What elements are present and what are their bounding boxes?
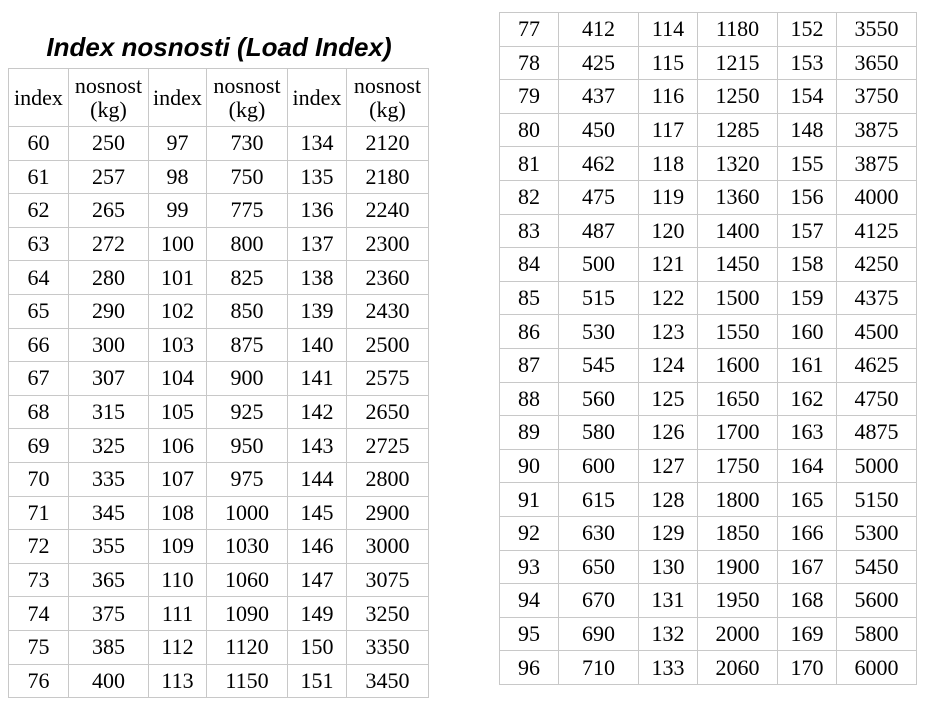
load-kg-cell: 2060 xyxy=(698,651,778,685)
load-kg-cell: 2650 xyxy=(347,395,429,429)
load-kg-cell: 670 xyxy=(559,584,639,618)
load-kg-cell: 1500 xyxy=(698,281,778,315)
index-cell: 73 xyxy=(9,563,69,597)
table-row xyxy=(9,530,429,564)
table-row xyxy=(9,429,429,463)
index-cell: 139 xyxy=(288,294,347,328)
load-kg-cell: 2900 xyxy=(347,496,429,530)
header-unit: (kg) xyxy=(228,96,266,122)
load-kg-cell: 600 xyxy=(559,449,639,483)
load-kg-cell: 3075 xyxy=(347,563,429,597)
load-kg-cell: 1215 xyxy=(698,46,778,80)
load-kg-cell: 630 xyxy=(559,516,639,550)
load-kg-cell: 545 xyxy=(559,348,639,382)
index-cell: 112 xyxy=(149,630,207,664)
load-kg-cell: 5000 xyxy=(837,449,917,483)
load-kg-cell: 487 xyxy=(559,214,639,248)
load-kg-cell: 925 xyxy=(207,395,288,429)
load-kg-cell: 950 xyxy=(207,429,288,463)
index-cell: 124 xyxy=(639,348,698,382)
load-kg-cell: 775 xyxy=(207,194,288,228)
header-cell-index xyxy=(288,69,347,127)
index-cell: 114 xyxy=(639,13,698,47)
load-kg-cell: 1180 xyxy=(698,13,778,47)
load-kg-cell: 4750 xyxy=(837,382,917,416)
index-cell: 113 xyxy=(149,664,207,698)
index-cell: 82 xyxy=(500,180,559,214)
load-kg-cell: 1030 xyxy=(207,530,288,564)
header-cell-nosnost xyxy=(69,69,149,127)
table-row xyxy=(9,462,429,496)
index-cell: 115 xyxy=(639,46,698,80)
index-cell: 159 xyxy=(778,281,837,315)
table-row xyxy=(9,563,429,597)
index-cell: 97 xyxy=(149,127,207,161)
index-cell: 141 xyxy=(288,362,347,396)
index-cell: 81 xyxy=(500,147,559,181)
index-cell: 158 xyxy=(778,248,837,282)
index-cell: 123 xyxy=(639,315,698,349)
load-kg-cell: 3650 xyxy=(837,46,917,80)
load-kg-cell: 325 xyxy=(69,429,149,463)
load-kg-cell: 475 xyxy=(559,180,639,214)
index-cell: 95 xyxy=(500,617,559,651)
index-cell: 80 xyxy=(500,113,559,147)
header-unit: (kg) xyxy=(369,96,406,122)
load-index-table-right-body xyxy=(500,13,917,685)
load-kg-cell: 5150 xyxy=(837,483,917,517)
header-cell-nosnost xyxy=(207,69,288,127)
load-kg-cell: 2430 xyxy=(347,294,429,328)
index-cell: 119 xyxy=(639,180,698,214)
load-kg-cell: 355 xyxy=(69,530,149,564)
load-kg-cell: 500 xyxy=(559,248,639,282)
load-kg-cell: 975 xyxy=(207,462,288,496)
load-kg-cell: 800 xyxy=(207,227,288,261)
index-cell: 84 xyxy=(500,248,559,282)
index-cell: 156 xyxy=(778,180,837,214)
index-cell: 162 xyxy=(778,382,837,416)
index-cell: 135 xyxy=(288,160,347,194)
load-kg-cell: 1800 xyxy=(698,483,778,517)
index-cell: 145 xyxy=(288,496,347,530)
index-cell: 125 xyxy=(639,382,698,416)
table-header-row xyxy=(9,69,429,127)
index-cell: 63 xyxy=(9,227,69,261)
load-kg-cell: 1650 xyxy=(698,382,778,416)
load-kg-cell: 2000 xyxy=(698,617,778,651)
table-row xyxy=(9,261,429,295)
load-kg-cell: 2120 xyxy=(347,127,429,161)
index-cell: 69 xyxy=(9,429,69,463)
load-kg-cell: 257 xyxy=(69,160,149,194)
load-kg-cell: 2360 xyxy=(347,261,429,295)
index-cell: 65 xyxy=(9,294,69,328)
load-kg-cell: 825 xyxy=(207,261,288,295)
index-cell: 154 xyxy=(778,80,837,114)
index-cell: 72 xyxy=(9,530,69,564)
table-row xyxy=(9,630,429,664)
load-kg-cell: 290 xyxy=(69,294,149,328)
index-cell: 100 xyxy=(149,227,207,261)
index-cell: 167 xyxy=(778,550,837,584)
header-cell-index xyxy=(149,69,207,127)
index-cell: 102 xyxy=(149,294,207,328)
table-row xyxy=(500,13,917,47)
index-cell: 149 xyxy=(288,597,347,631)
load-kg-cell: 425 xyxy=(559,46,639,80)
index-cell: 132 xyxy=(639,617,698,651)
index-cell: 116 xyxy=(639,80,698,114)
load-kg-cell: 615 xyxy=(559,483,639,517)
load-kg-cell: 1750 xyxy=(698,449,778,483)
load-kg-cell: 3550 xyxy=(837,13,917,47)
index-cell: 170 xyxy=(778,651,837,685)
index-cell: 68 xyxy=(9,395,69,429)
index-cell: 96 xyxy=(500,651,559,685)
load-kg-cell: 530 xyxy=(559,315,639,349)
table-row xyxy=(9,664,429,698)
load-kg-cell: 5300 xyxy=(837,516,917,550)
load-index-table-left-body xyxy=(9,69,429,698)
header-label: nosnost xyxy=(213,72,281,98)
table-row xyxy=(500,180,917,214)
index-cell: 129 xyxy=(639,516,698,550)
index-cell: 64 xyxy=(9,261,69,295)
table-row xyxy=(9,227,429,261)
load-kg-cell: 4875 xyxy=(837,416,917,450)
load-kg-cell: 515 xyxy=(559,281,639,315)
table-row xyxy=(500,651,917,685)
index-cell: 148 xyxy=(778,113,837,147)
load-kg-cell: 250 xyxy=(69,127,149,161)
load-kg-cell: 385 xyxy=(69,630,149,664)
load-kg-cell: 3875 xyxy=(837,147,917,181)
table-row xyxy=(9,496,429,530)
index-cell: 131 xyxy=(639,584,698,618)
index-cell: 108 xyxy=(149,496,207,530)
load-kg-cell: 272 xyxy=(69,227,149,261)
load-kg-cell: 2300 xyxy=(347,227,429,261)
table-row xyxy=(9,395,429,429)
index-cell: 144 xyxy=(288,462,347,496)
table-row xyxy=(9,362,429,396)
index-cell: 66 xyxy=(9,328,69,362)
index-cell: 79 xyxy=(500,80,559,114)
load-kg-cell: 4500 xyxy=(837,315,917,349)
load-kg-cell: 3875 xyxy=(837,113,917,147)
page-title: Index nosnosti (Load Index) xyxy=(46,32,392,62)
index-cell: 77 xyxy=(500,13,559,47)
table-row xyxy=(9,328,429,362)
table-row xyxy=(500,214,917,248)
index-cell: 89 xyxy=(500,416,559,450)
load-kg-cell: 1120 xyxy=(207,630,288,664)
index-cell: 93 xyxy=(500,550,559,584)
index-cell: 137 xyxy=(288,227,347,261)
index-cell: 164 xyxy=(778,449,837,483)
load-kg-cell: 365 xyxy=(69,563,149,597)
table-row xyxy=(9,194,429,228)
index-cell: 94 xyxy=(500,584,559,618)
load-kg-cell: 1600 xyxy=(698,348,778,382)
table-row xyxy=(500,80,917,114)
index-cell: 142 xyxy=(288,395,347,429)
load-kg-cell: 850 xyxy=(207,294,288,328)
load-kg-cell: 875 xyxy=(207,328,288,362)
header-label: index xyxy=(292,84,342,110)
index-cell: 88 xyxy=(500,382,559,416)
load-kg-cell: 4000 xyxy=(837,180,917,214)
load-kg-cell: 3750 xyxy=(837,80,917,114)
table-row xyxy=(500,416,917,450)
load-kg-cell: 4625 xyxy=(837,348,917,382)
index-cell: 70 xyxy=(9,462,69,496)
index-cell: 143 xyxy=(288,429,347,463)
index-cell: 62 xyxy=(9,194,69,228)
index-cell: 83 xyxy=(500,214,559,248)
index-cell: 118 xyxy=(639,147,698,181)
load-kg-cell: 2500 xyxy=(347,328,429,362)
table-row xyxy=(500,550,917,584)
index-cell: 127 xyxy=(639,449,698,483)
load-kg-cell: 2800 xyxy=(347,462,429,496)
index-cell: 92 xyxy=(500,516,559,550)
index-cell: 169 xyxy=(778,617,837,651)
load-kg-cell: 1285 xyxy=(698,113,778,147)
index-cell: 110 xyxy=(149,563,207,597)
load-kg-cell: 690 xyxy=(559,617,639,651)
table-row xyxy=(500,46,917,80)
index-cell: 138 xyxy=(288,261,347,295)
index-cell: 60 xyxy=(9,127,69,161)
index-cell: 166 xyxy=(778,516,837,550)
index-cell: 105 xyxy=(149,395,207,429)
index-cell: 111 xyxy=(149,597,207,631)
load-kg-cell: 1150 xyxy=(207,664,288,698)
table-row xyxy=(9,294,429,328)
load-kg-cell: 1090 xyxy=(207,597,288,631)
header-label: index xyxy=(14,84,63,110)
load-index-table-left xyxy=(8,68,429,698)
header-label: nosnost xyxy=(74,72,143,98)
index-cell: 98 xyxy=(149,160,207,194)
load-kg-cell: 300 xyxy=(69,328,149,362)
index-cell: 120 xyxy=(639,214,698,248)
load-kg-cell: 650 xyxy=(559,550,639,584)
index-cell: 150 xyxy=(288,630,347,664)
index-cell: 152 xyxy=(778,13,837,47)
table-row xyxy=(500,584,917,618)
load-kg-cell: 375 xyxy=(69,597,149,631)
load-kg-cell: 1850 xyxy=(698,516,778,550)
load-kg-cell: 580 xyxy=(559,416,639,450)
index-cell: 101 xyxy=(149,261,207,295)
load-kg-cell: 450 xyxy=(559,113,639,147)
index-cell: 146 xyxy=(288,530,347,564)
index-cell: 168 xyxy=(778,584,837,618)
load-kg-cell: 345 xyxy=(69,496,149,530)
load-kg-cell: 4375 xyxy=(837,281,917,315)
index-cell: 136 xyxy=(288,194,347,228)
load-kg-cell: 4250 xyxy=(837,248,917,282)
load-kg-cell: 1900 xyxy=(698,550,778,584)
index-cell: 160 xyxy=(778,315,837,349)
table-row xyxy=(9,597,429,631)
index-cell: 117 xyxy=(639,113,698,147)
load-kg-cell: 1250 xyxy=(698,80,778,114)
table-row xyxy=(9,160,429,194)
load-kg-cell: 1000 xyxy=(207,496,288,530)
index-cell: 153 xyxy=(778,46,837,80)
load-kg-cell: 1700 xyxy=(698,416,778,450)
load-kg-cell: 307 xyxy=(69,362,149,396)
index-cell: 71 xyxy=(9,496,69,530)
load-index-table-right xyxy=(499,12,917,685)
index-cell: 128 xyxy=(639,483,698,517)
index-cell: 67 xyxy=(9,362,69,396)
index-cell: 157 xyxy=(778,214,837,248)
load-kg-cell: 1450 xyxy=(698,248,778,282)
load-kg-cell: 710 xyxy=(559,651,639,685)
index-cell: 161 xyxy=(778,348,837,382)
table-row xyxy=(500,147,917,181)
index-cell: 140 xyxy=(288,328,347,362)
table-row xyxy=(500,516,917,550)
index-cell: 155 xyxy=(778,147,837,181)
load-kg-cell: 750 xyxy=(207,160,288,194)
load-kg-cell: 2575 xyxy=(347,362,429,396)
index-cell: 103 xyxy=(149,328,207,362)
index-cell: 74 xyxy=(9,597,69,631)
load-kg-cell: 3450 xyxy=(347,664,429,698)
table-row xyxy=(500,382,917,416)
index-cell: 147 xyxy=(288,563,347,597)
load-kg-cell: 560 xyxy=(559,382,639,416)
load-kg-cell: 3000 xyxy=(347,530,429,564)
index-cell: 76 xyxy=(9,664,69,698)
index-cell: 106 xyxy=(149,429,207,463)
index-cell: 61 xyxy=(9,160,69,194)
load-kg-cell: 462 xyxy=(559,147,639,181)
index-cell: 133 xyxy=(639,651,698,685)
index-cell: 122 xyxy=(639,281,698,315)
table-row xyxy=(9,127,429,161)
load-kg-cell: 900 xyxy=(207,362,288,396)
load-kg-cell: 335 xyxy=(69,462,149,496)
index-cell: 134 xyxy=(288,127,347,161)
index-cell: 165 xyxy=(778,483,837,517)
load-kg-cell: 2725 xyxy=(347,429,429,463)
table-row xyxy=(500,281,917,315)
load-kg-cell: 437 xyxy=(559,80,639,114)
load-kg-cell: 5800 xyxy=(837,617,917,651)
load-kg-cell: 2240 xyxy=(347,194,429,228)
table-row xyxy=(500,449,917,483)
header-cell-nosnost xyxy=(347,69,429,127)
index-cell: 99 xyxy=(149,194,207,228)
index-cell: 87 xyxy=(500,348,559,382)
table-row xyxy=(500,248,917,282)
table-row xyxy=(500,483,917,517)
load-kg-cell: 3350 xyxy=(347,630,429,664)
index-cell: 86 xyxy=(500,315,559,349)
load-kg-cell: 5450 xyxy=(837,550,917,584)
header-unit: (kg) xyxy=(90,96,127,122)
table-row xyxy=(500,315,917,349)
index-cell: 104 xyxy=(149,362,207,396)
load-kg-cell: 4125 xyxy=(837,214,917,248)
index-cell: 109 xyxy=(149,530,207,564)
load-kg-cell: 400 xyxy=(69,664,149,698)
index-cell: 85 xyxy=(500,281,559,315)
index-cell: 75 xyxy=(9,630,69,664)
load-kg-cell: 730 xyxy=(207,127,288,161)
load-kg-cell: 3250 xyxy=(347,597,429,631)
load-kg-cell: 1950 xyxy=(698,584,778,618)
header-label: nosnost xyxy=(353,72,422,98)
table-row xyxy=(500,113,917,147)
load-kg-cell: 1360 xyxy=(698,180,778,214)
index-cell: 90 xyxy=(500,449,559,483)
load-kg-cell: 1400 xyxy=(698,214,778,248)
index-cell: 121 xyxy=(639,248,698,282)
index-cell: 163 xyxy=(778,416,837,450)
index-cell: 78 xyxy=(500,46,559,80)
load-kg-cell: 6000 xyxy=(837,651,917,685)
load-kg-cell: 1320 xyxy=(698,147,778,181)
load-kg-cell: 412 xyxy=(559,13,639,47)
table-row xyxy=(500,348,917,382)
load-kg-cell: 280 xyxy=(69,261,149,295)
load-kg-cell: 265 xyxy=(69,194,149,228)
header-cell-index xyxy=(9,69,69,127)
load-kg-cell: 1550 xyxy=(698,315,778,349)
table-row xyxy=(500,617,917,651)
index-cell: 126 xyxy=(639,416,698,450)
header-label: index xyxy=(153,84,202,110)
load-kg-cell: 1060 xyxy=(207,563,288,597)
index-cell: 151 xyxy=(288,664,347,698)
index-cell: 130 xyxy=(639,550,698,584)
load-kg-cell: 2180 xyxy=(347,160,429,194)
load-kg-cell: 315 xyxy=(69,395,149,429)
index-cell: 107 xyxy=(149,462,207,496)
index-cell: 91 xyxy=(500,483,559,517)
load-kg-cell: 5600 xyxy=(837,584,917,618)
